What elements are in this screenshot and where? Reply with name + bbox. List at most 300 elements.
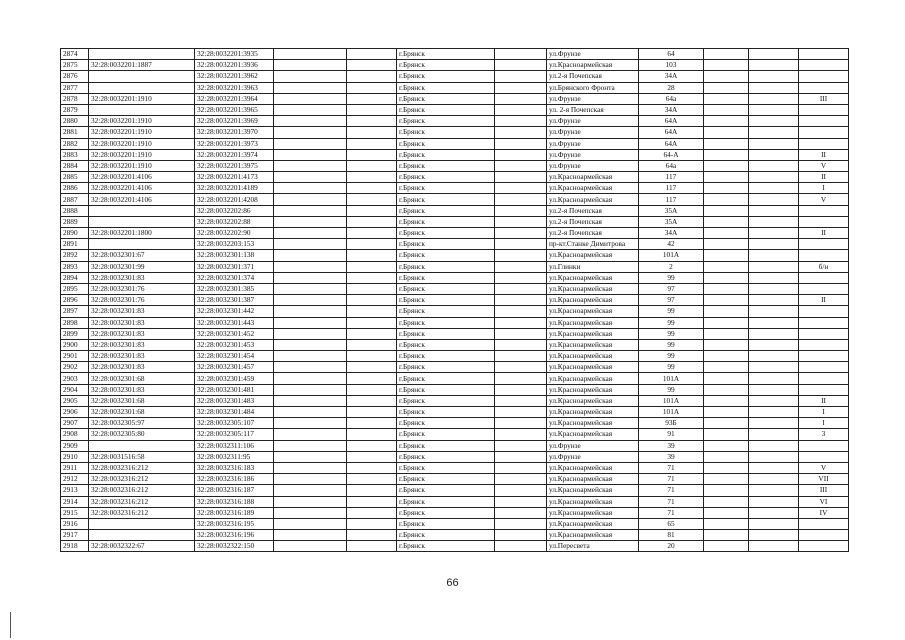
table-cell: 32:28:0032201:3963 (195, 82, 274, 93)
table-row (61, 127, 849, 138)
table-cell: ул.Красноармейская (547, 328, 639, 339)
table-cell: г.Брянск (397, 485, 495, 496)
table-cell (347, 362, 397, 373)
table-row (61, 317, 849, 328)
table-cell (274, 60, 347, 71)
table-cell (704, 71, 749, 82)
table-cell (495, 541, 547, 552)
table-row (61, 239, 849, 250)
table-cell (749, 228, 799, 239)
table-cell: 32:28:0032201:4173 (195, 172, 274, 183)
table-cell: ул.Красноармейская (547, 429, 639, 440)
table-cell (799, 272, 849, 283)
table-cell (704, 283, 749, 294)
table-cell: 32:28:0032201:1887 (89, 60, 195, 71)
table-cell (704, 507, 749, 518)
table-cell: 32:28:0031516:58 (89, 451, 195, 462)
table-cell (495, 474, 547, 485)
table-cell: 32:28:0032316:212 (89, 474, 195, 485)
table-cell: ул.Красноармейская (547, 507, 639, 518)
table-cell: г.Брянск (397, 138, 495, 149)
table-cell (749, 451, 799, 462)
table-cell: г.Брянск (397, 261, 495, 272)
table-cell: 2881 (61, 127, 89, 138)
table-cell (347, 474, 397, 485)
table-cell: 32:28:0032301:481 (195, 384, 274, 395)
table-cell: 32:28:0032201:1910 (89, 116, 195, 127)
table-cell: 2918 (61, 541, 89, 552)
table-cell: ул.Красноармейская (547, 172, 639, 183)
table-cell (749, 93, 799, 104)
table-cell (89, 239, 195, 250)
table-cell: 2886 (61, 183, 89, 194)
table-row (61, 339, 849, 350)
table-cell: 32:28:0032301:68 (89, 407, 195, 418)
table-row (61, 462, 849, 473)
table-cell: 32:28:0032201:3965 (195, 104, 274, 115)
table-cell: г.Брянск (397, 541, 495, 552)
table-cell: 32:28:0032301:138 (195, 250, 274, 261)
table-row (61, 451, 849, 462)
table-cell: 32:28:0032301:374 (195, 272, 274, 283)
table-cell (799, 71, 849, 82)
table-cell (274, 239, 347, 250)
table-row (61, 82, 849, 93)
table-cell (347, 485, 397, 496)
table-cell: 32:28:0032201:1910 (89, 138, 195, 149)
table-cell (749, 496, 799, 507)
table-cell: V (799, 462, 849, 473)
table-cell (347, 205, 397, 216)
table-cell: 32:28:0032202:86 (195, 205, 274, 216)
table-cell (347, 172, 397, 183)
table-cell (495, 149, 547, 160)
table-cell (495, 283, 547, 294)
table-cell: 32:28:0032201:3970 (195, 127, 274, 138)
table-cell: 32:28:0032316:189 (195, 507, 274, 518)
table-cell (704, 485, 749, 496)
table-cell (749, 49, 799, 60)
table-cell (347, 250, 397, 261)
table-cell: г.Брянск (397, 205, 495, 216)
table-cell: г.Брянск (397, 351, 495, 362)
table-cell: г.Брянск (397, 328, 495, 339)
table-cell: 2913 (61, 485, 89, 496)
table-cell (89, 530, 195, 541)
table-cell (704, 216, 749, 227)
table-cell (347, 351, 397, 362)
table-cell (704, 518, 749, 529)
table-row (61, 530, 849, 541)
scan-artifact-mark (10, 612, 11, 638)
table-cell (749, 507, 799, 518)
table-cell: ул.Фрунзе (547, 440, 639, 451)
table-cell: б/н (799, 261, 849, 272)
table-cell (495, 418, 547, 429)
table-cell: 32:28:0032201:4106 (89, 172, 195, 183)
table-cell: 32:28:0032201:3962 (195, 71, 274, 82)
table-cell (347, 104, 397, 115)
table-cell (274, 216, 347, 227)
table-cell: 32:28:0032311:95 (195, 451, 274, 462)
table-cell: 2879 (61, 104, 89, 115)
table-cell (749, 71, 799, 82)
table-cell (704, 541, 749, 552)
table-cell (495, 272, 547, 283)
table-cell: VI (799, 496, 849, 507)
table-cell (274, 71, 347, 82)
table-cell (274, 339, 347, 350)
table-cell (799, 127, 849, 138)
table-cell: 32:28:0032201:3936 (195, 60, 274, 71)
table-cell (495, 462, 547, 473)
table-cell: 2874 (61, 49, 89, 60)
table-cell (347, 283, 397, 294)
table-cell: ул.Красноармейская (547, 272, 639, 283)
table-cell (704, 407, 749, 418)
table-row (61, 496, 849, 507)
table-cell: г.Брянск (397, 160, 495, 171)
table-cell: 2887 (61, 194, 89, 205)
table-cell (704, 183, 749, 194)
table-cell (347, 116, 397, 127)
table-cell: 32:28:0032301:371 (195, 261, 274, 272)
table-cell: II (799, 228, 849, 239)
table-cell (749, 429, 799, 440)
table-row (61, 295, 849, 306)
table-cell (274, 496, 347, 507)
table-cell: 99 (639, 272, 704, 283)
table-cell (495, 104, 547, 115)
table-row (61, 407, 849, 418)
table-cell: ул.Красноармейская (547, 496, 639, 507)
table-cell: 32:28:0032316:212 (89, 507, 195, 518)
table-cell (495, 183, 547, 194)
table-cell (347, 295, 397, 306)
table-cell: 32:28:0032201:4189 (195, 183, 274, 194)
table-cell (749, 373, 799, 384)
table-cell: г.Брянск (397, 295, 495, 306)
table-cell: 2908 (61, 429, 89, 440)
table-cell: 103 (639, 60, 704, 71)
table-cell (749, 485, 799, 496)
table-cell (89, 205, 195, 216)
table-row (61, 49, 849, 60)
table-cell (749, 239, 799, 250)
table-cell (704, 239, 749, 250)
table-cell: г.Брянск (397, 451, 495, 462)
table-cell (495, 395, 547, 406)
table-cell (347, 407, 397, 418)
table-cell (274, 283, 347, 294)
table-cell: 2884 (61, 160, 89, 171)
table-row (61, 183, 849, 194)
table-cell (347, 339, 397, 350)
table-cell (704, 127, 749, 138)
table-cell: 99 (639, 339, 704, 350)
table-row (61, 149, 849, 160)
table-cell (704, 384, 749, 395)
table-row (61, 71, 849, 82)
table-cell: 2916 (61, 518, 89, 529)
table-cell (495, 306, 547, 317)
table-cell: г.Брянск (397, 507, 495, 518)
table-cell: г.Брянск (397, 93, 495, 104)
table-cell (347, 496, 397, 507)
table-cell: 35А (639, 216, 704, 227)
table-cell (347, 216, 397, 227)
table-cell: 32:28:0032201:1910 (89, 127, 195, 138)
table-cell: I (799, 418, 849, 429)
table-cell: 32:28:0032322:67 (89, 541, 195, 552)
table-cell: 39 (639, 440, 704, 451)
table-cell (704, 228, 749, 239)
property-registry-table (60, 48, 849, 552)
table-cell (495, 250, 547, 261)
table-cell (347, 541, 397, 552)
table-cell: г.Брянск (397, 283, 495, 294)
table-cell: г.Брянск (397, 183, 495, 194)
table-cell (749, 261, 799, 272)
table-cell: г.Брянск (397, 317, 495, 328)
table-cell (495, 485, 547, 496)
table-cell (347, 440, 397, 451)
table-cell: ул.Красноармейская (547, 194, 639, 205)
table-cell: г.Брянск (397, 60, 495, 71)
table-cell: 32:28:0032316:183 (195, 462, 274, 473)
table-cell (704, 172, 749, 183)
table-cell: 64-А (639, 149, 704, 160)
table-cell: 117 (639, 183, 704, 194)
table-cell (495, 205, 547, 216)
table-cell (274, 351, 347, 362)
table-cell: ул.Брянского Фронта (547, 82, 639, 93)
table-row (61, 306, 849, 317)
table-cell: ул.Красноармейская (547, 462, 639, 473)
table-cell (704, 60, 749, 71)
table-cell: 32:28:0032301:453 (195, 339, 274, 350)
table-cell (274, 485, 347, 496)
table-cell: 2888 (61, 205, 89, 216)
table-cell (799, 138, 849, 149)
table-cell (799, 239, 849, 250)
table-cell: 2909 (61, 440, 89, 451)
table-cell (799, 60, 849, 71)
table-cell (274, 373, 347, 384)
table-cell: 32:28:0032316:187 (195, 485, 274, 496)
table-row (61, 228, 849, 239)
table-cell: г.Брянск (397, 407, 495, 418)
table-cell (274, 160, 347, 171)
table-cell (495, 317, 547, 328)
table-cell (347, 451, 397, 462)
table-cell (749, 541, 799, 552)
table-cell: 2889 (61, 216, 89, 227)
table-cell (274, 205, 347, 216)
table-cell: г.Брянск (397, 172, 495, 183)
table-cell: 32:28:0032301:443 (195, 317, 274, 328)
table-cell (347, 518, 397, 529)
table-cell (704, 82, 749, 93)
table-cell: 34А (639, 71, 704, 82)
table-cell (495, 518, 547, 529)
table-cell: 2894 (61, 272, 89, 283)
table-cell (347, 395, 397, 406)
table-cell: VII (799, 474, 849, 485)
table-cell (274, 530, 347, 541)
table-cell: 39 (639, 451, 704, 462)
table-cell: ул.Фрунзе (547, 93, 639, 104)
table-cell: 32:28:0032201:3969 (195, 116, 274, 127)
table-row (61, 283, 849, 294)
table-cell (274, 93, 347, 104)
table-cell (274, 474, 347, 485)
table-cell (704, 474, 749, 485)
table-row (61, 384, 849, 395)
table-cell: 32:28:0032301:83 (89, 362, 195, 373)
table-cell: V (799, 160, 849, 171)
table-cell: 32:28:0032322:150 (195, 541, 274, 552)
table-cell (495, 216, 547, 227)
table-cell (799, 205, 849, 216)
table-cell: 99 (639, 306, 704, 317)
table-cell (704, 160, 749, 171)
table-cell: 32:28:0032301:385 (195, 283, 274, 294)
table-cell: г.Брянск (397, 149, 495, 160)
table-row (61, 172, 849, 183)
table-cell (495, 172, 547, 183)
table-cell (347, 328, 397, 339)
table-cell: ул.Красноармейская (547, 60, 639, 71)
table-cell: II (799, 395, 849, 406)
table-cell: г.Брянск (397, 104, 495, 115)
table-cell: 32:28:0032301:454 (195, 351, 274, 362)
table-row (61, 104, 849, 115)
table-cell: 117 (639, 172, 704, 183)
table-cell (749, 418, 799, 429)
table-cell (799, 339, 849, 350)
table-cell (495, 328, 547, 339)
table-cell: 2892 (61, 250, 89, 261)
table-cell (704, 194, 749, 205)
table-cell (799, 216, 849, 227)
table-cell: 32:28:0032301:76 (89, 283, 195, 294)
table-cell (799, 362, 849, 373)
table-cell (495, 451, 547, 462)
table-cell: 32:28:0032301:83 (89, 339, 195, 350)
table-row (61, 429, 849, 440)
table-cell: ул.2-я Почепская (547, 71, 639, 82)
table-cell: II (799, 172, 849, 183)
table-cell: г.Брянск (397, 530, 495, 541)
table-cell: 2912 (61, 474, 89, 485)
table-cell (704, 317, 749, 328)
table-cell: 101А (639, 395, 704, 406)
table-cell: 32:28:0032201:3975 (195, 160, 274, 171)
table-cell (495, 261, 547, 272)
table-cell (347, 60, 397, 71)
table-cell: ул.Красноармейская (547, 518, 639, 529)
table-cell (704, 451, 749, 462)
table-cell: 32:28:0032301:459 (195, 373, 274, 384)
table-cell: 97 (639, 283, 704, 294)
table-cell (495, 49, 547, 60)
table-cell (347, 261, 397, 272)
table-cell: г.Брянск (397, 306, 495, 317)
table-cell (704, 116, 749, 127)
table-cell (749, 518, 799, 529)
table-cell: ул.Красноармейская (547, 395, 639, 406)
table-row (61, 362, 849, 373)
table-cell: ул.Красноармейская (547, 183, 639, 194)
table-cell: 2877 (61, 82, 89, 93)
table-cell (749, 384, 799, 395)
table-cell (749, 474, 799, 485)
table-cell (704, 93, 749, 104)
table-cell: 2899 (61, 328, 89, 339)
table-row (61, 440, 849, 451)
table-body (61, 49, 849, 552)
table-cell: 2901 (61, 351, 89, 362)
table-cell: 32:28:0032301:442 (195, 306, 274, 317)
table-cell: 71 (639, 462, 704, 473)
table-cell: г.Брянск (397, 272, 495, 283)
table-cell (347, 462, 397, 473)
table-cell (799, 373, 849, 384)
table-cell (274, 250, 347, 261)
table-row (61, 60, 849, 71)
table-cell (347, 306, 397, 317)
table-cell (704, 49, 749, 60)
table-cell (274, 49, 347, 60)
table-cell: г.Брянск (397, 71, 495, 82)
table-cell: 65 (639, 518, 704, 529)
table-cell (749, 183, 799, 194)
table-cell: 32:28:0032301:83 (89, 351, 195, 362)
table-cell (749, 205, 799, 216)
table-cell: ул.2-я Почепская (547, 205, 639, 216)
table-cell: 91 (639, 429, 704, 440)
table-cell (274, 295, 347, 306)
table-cell (704, 429, 749, 440)
table-cell: ул.Красноармейская (547, 407, 639, 418)
table-cell: 32:28:0032311:106 (195, 440, 274, 451)
table-cell (274, 362, 347, 373)
table-cell (274, 194, 347, 205)
table-cell: 32:28:0032201:4106 (89, 183, 195, 194)
table-cell (799, 530, 849, 541)
table-cell: ул.Фрунзе (547, 451, 639, 462)
table-cell (274, 138, 347, 149)
table-cell (274, 127, 347, 138)
table-cell: 64 (639, 49, 704, 60)
table-cell (274, 228, 347, 239)
table-cell (495, 295, 547, 306)
table-cell: 32:28:0032301:387 (195, 295, 274, 306)
table-cell: г.Брянск (397, 474, 495, 485)
table-cell (274, 418, 347, 429)
table-cell: г.Брянск (397, 373, 495, 384)
table-cell: 32:28:0032301:452 (195, 328, 274, 339)
table-cell: 64а (639, 93, 704, 104)
table-cell (495, 440, 547, 451)
table-cell (799, 116, 849, 127)
table-cell: 2898 (61, 317, 89, 328)
table-cell: ул.Красноармейская (547, 317, 639, 328)
table-cell (274, 172, 347, 183)
table-cell: IV (799, 507, 849, 518)
table-cell: 2903 (61, 373, 89, 384)
